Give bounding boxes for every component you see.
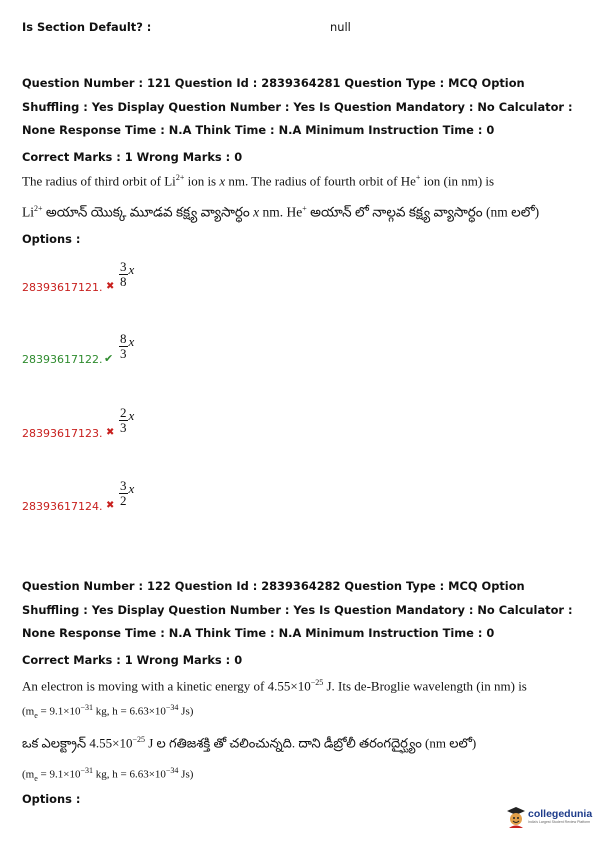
section-default-label: Is Section Default? : <box>22 20 152 34</box>
q122-constants-te: ($m_e = 9.1\times 10^{-31}$ kg, $h = 6.63\times 10^{-34}$ Js) <box>22 766 194 783</box>
q121-meta: Question Number : 121 Question Id : 2839364281 Question Type : MCQ Option Shuffling : Yes Display Question Number : Yes Is Question Mandatory : No Calculator : None Response Time : N.A Think Time : N.A Minimum Instruction Time : 0 <box>22 76 573 137</box>
option-id: 28393617124. <box>22 500 103 513</box>
option-id: 28393617123. <box>22 427 103 440</box>
option-id: 28393617121. <box>22 281 103 294</box>
correct-icon: ✔ <box>104 352 114 365</box>
q121-marks: Correct Marks : 1 Wrong Marks : 0 <box>22 150 243 164</box>
q122-meta: Question Number : 122 Question Id : 2839364282 Question Type : MCQ Option Shuffling : Yes Display Question Number : Yes Is Question Mandatory : No Calculator : None Response Time : N.A Think Time : N.A Minimum Instruction Time : 0 <box>22 579 573 640</box>
q122-question-te: ఒక ఎలక్ట్రాన్ $4.55\times 10^{-25}$ J ల గతిజశక్తి తో చలించున్నది. దాని డీబ్రోలీ తరంగదైర్ఘ్యం (nm లలో) <box>22 735 477 751</box>
option-id: 28393617122. <box>22 353 103 366</box>
wrong-icon: ✖ <box>106 500 115 511</box>
q121-question-te: $Li^{2+}$ అయాన్ యొక్క మూడవ కక్ష్య వ్యాసార్ధం x nm. He+ అయాన్ లో నాల్గవ కక్ష్య వ్యాసార్ధం (nm లలో) <box>22 204 540 220</box>
logo-name: collegedunia <box>528 808 593 820</box>
section-default-value: null <box>330 20 351 34</box>
option-fraction: $\frac{3}{8}$ x <box>120 259 135 289</box>
logo-tagline: India's Largest Student Review Platform <box>528 820 591 824</box>
q121-options-label: Options : <box>22 232 81 246</box>
graduate-icon <box>506 806 526 828</box>
wrong-icon: ✖ <box>106 281 115 292</box>
q121-question-en: The radius of third orbit of $Li^{2+}$ ion is x nm. The radius of fourth orbit of He+ ion (in nm) is <box>22 173 495 189</box>
wrong-icon: ✖ <box>106 427 115 438</box>
option-fraction: $\frac{3}{2}$ x <box>120 478 135 508</box>
q122-question-en: An electron is moving with a kinetic energy of $4.55\times 10^{-25}$ J. Its de-Broglie wavelength (in nm) is <box>22 678 527 694</box>
collegedunia-logo <box>506 806 592 828</box>
q122-options-label: Options : <box>22 792 81 806</box>
q122-constants-en: ($m_e = 9.1\times 10^{-31}$ kg, $h = 6.63\times 10^{-34}$ Js) <box>22 703 194 720</box>
q122-marks: Correct Marks : 1 Wrong Marks : 0 <box>22 653 243 667</box>
option-fraction: $\frac{2}{3}$ x <box>120 405 135 435</box>
option-fraction: $\frac{8}{3}$ x <box>120 331 135 361</box>
